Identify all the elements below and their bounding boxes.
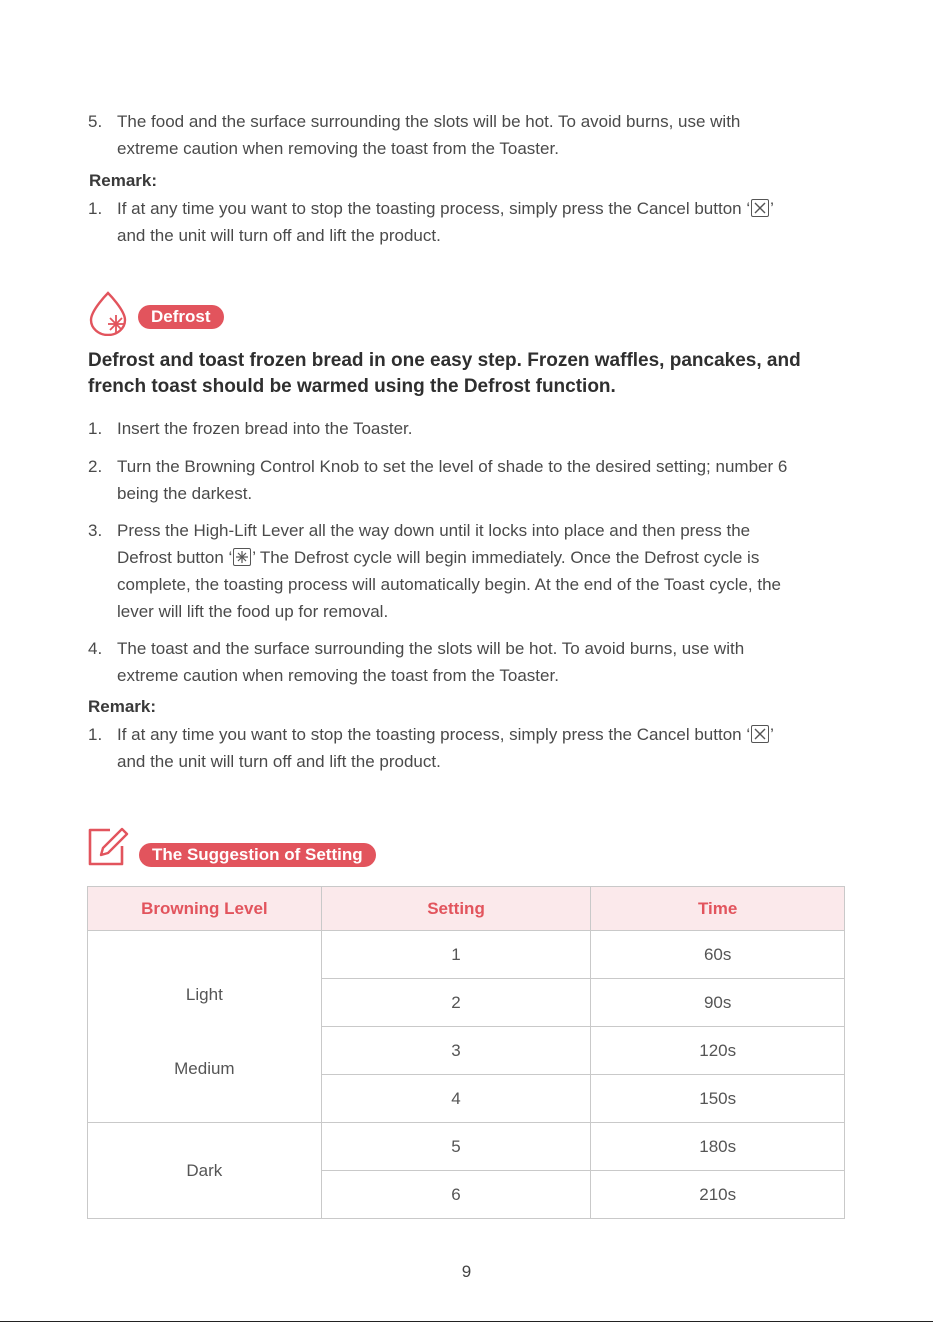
bottom-divider (0, 1321, 933, 1322)
list-item (88, 108, 848, 162)
defrost-heading (88, 348, 878, 400)
remark-colon: : (151, 171, 158, 190)
list-text: The food and the surface surrounding the slots will be hot. To avoid burns, use with (117, 112, 741, 131)
list-item (88, 195, 848, 249)
time-cell: 60s (591, 931, 845, 979)
time-cell: 210s (591, 1171, 845, 1219)
suggestion-badge (139, 843, 376, 867)
list-text: complete, the toasting process will automatically begin. At the end of the Toast cycle, the (117, 575, 782, 594)
list-item (88, 453, 848, 507)
column-header: Browning Level (88, 887, 322, 931)
list-text: The toast and the surface surrounding the slots will be hot. To avoid burns, use with (117, 639, 745, 658)
setting-cell: 1 (321, 931, 591, 979)
list-item (88, 721, 848, 775)
defrost-badge (138, 305, 224, 329)
list-number: 1. (88, 419, 103, 438)
setting-cell: 5 (321, 1123, 591, 1171)
time-cell: 120s (591, 1027, 845, 1075)
list-number: 2. (88, 457, 103, 476)
heading-line: Defrost and toast frozen bread in one easy step. Frozen waffles, pancakes, and (88, 350, 801, 371)
setting-cell: 2 (321, 979, 591, 1027)
list-text-part: Defrost button ‘ (117, 548, 233, 567)
list-text: Insert the frozen bread into the Toaster. (117, 419, 413, 438)
time-cell: 180s (591, 1123, 845, 1171)
defrost-drop-icon (87, 290, 129, 341)
table-row (88, 1027, 845, 1075)
list-number: 1. (88, 199, 103, 218)
list-number: 5. (88, 112, 103, 131)
edit-note-icon (86, 826, 130, 873)
remark-colon: : (150, 697, 157, 716)
list-text: and the unit will turn off and lift the product. (117, 752, 441, 771)
heading-line: french toast should be warmed using the Defrost function. (88, 376, 616, 397)
cancel-icon (751, 725, 769, 743)
list-number: 4. (88, 639, 103, 658)
remark-text: If at any time you want to stop the toasting process, simply press the Cancel button ‘ (117, 199, 751, 218)
list-item (88, 415, 848, 442)
list-text (117, 544, 848, 571)
list-text: Turn the Browning Control Knob to set the level of shade to the desired setting; number 6 (117, 457, 788, 476)
table-row (88, 931, 845, 979)
column-header: Time (591, 887, 845, 931)
time-cell: 90s (591, 979, 845, 1027)
time-cell: 150s (591, 1075, 845, 1123)
remark-text: ’ (770, 199, 774, 218)
list-text (117, 195, 848, 222)
browning-level-cell: Dark (88, 1123, 322, 1219)
list-text (117, 721, 848, 748)
snowflake-icon (233, 548, 251, 566)
list-text: Press the High-Lift Lever all the way down until it locks into place and then press the (117, 521, 751, 540)
snowflake-icon (108, 315, 124, 333)
remark-label (88, 697, 156, 717)
list-item (88, 635, 848, 689)
table-row (88, 1123, 845, 1171)
setting-cell: 3 (321, 1027, 591, 1075)
remark-text: Remark (88, 697, 151, 716)
cancel-icon (751, 199, 769, 217)
settings-table (87, 886, 845, 1219)
list-text: lever will lift the food up for removal. (117, 602, 389, 621)
table-header-row (88, 887, 845, 931)
list-text: extreme caution when removing the toast from the Toaster. (117, 666, 559, 685)
column-header: Setting (321, 887, 591, 931)
page-number: 9 (461, 1262, 472, 1281)
defrost-badge-label: Defrost (138, 305, 224, 329)
setting-cell: 4 (321, 1075, 591, 1123)
remark-label (89, 171, 157, 191)
list-item (88, 517, 848, 625)
remark-text: If at any time you want to stop the toasting process, simply press the Cancel button ‘ (117, 725, 751, 744)
list-number: 1. (88, 725, 103, 744)
list-text: and the unit will turn off and lift the product. (117, 226, 441, 245)
list-text-part: ’ The Defrost cycle will begin immediately. Once the Defrost cycle is (252, 548, 760, 567)
remark-text: ’ (770, 725, 774, 744)
browning-level-cell: Light (88, 931, 322, 1027)
list-number: 3. (88, 521, 103, 540)
remark-text: Remark (89, 171, 152, 190)
setting-cell: 6 (321, 1171, 591, 1219)
list-text: extreme caution when removing the toast from the Toaster. (117, 139, 559, 158)
suggestion-badge-label: The Suggestion of Setting (139, 843, 376, 867)
list-text: being the darkest. (117, 484, 253, 503)
browning-level-cell: Medium (88, 1027, 322, 1123)
